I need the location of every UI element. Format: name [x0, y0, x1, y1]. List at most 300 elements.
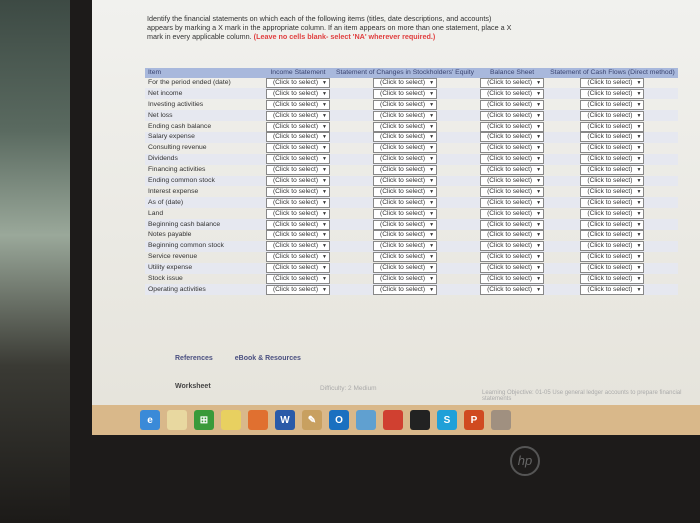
select-label: (Click to select): [380, 111, 426, 119]
chevron-down-icon: ▼: [322, 167, 327, 174]
statement-select[interactable]: [580, 285, 644, 295]
statement-select[interactable]: [480, 78, 544, 88]
select-cell: [477, 241, 547, 252]
select-label: (Click to select): [587, 89, 633, 97]
pencil-icon[interactable]: ✎: [302, 410, 322, 430]
chevron-down-icon: ▼: [429, 134, 435, 141]
select-label: (Click to select): [487, 187, 533, 195]
statement-select[interactable]: [480, 122, 544, 132]
statement-select[interactable]: [266, 187, 330, 197]
statement-select[interactable]: [480, 285, 544, 295]
chevron-down-icon: ▼: [322, 177, 327, 184]
misc-icon[interactable]: [491, 410, 511, 430]
select-label: (Click to select): [587, 133, 633, 141]
chevron-down-icon: ▼: [429, 286, 435, 293]
chevron-down-icon: ▼: [322, 199, 327, 206]
item-label: Net loss: [145, 110, 263, 121]
chevron-down-icon: ▼: [636, 275, 642, 282]
chevron-down-icon: ▼: [322, 286, 327, 293]
firefox-icon[interactable]: [248, 410, 268, 430]
item-label: Beginning common stock: [145, 241, 263, 252]
select-label: (Click to select): [487, 220, 533, 228]
item-label: Land: [148, 209, 164, 217]
select-label: (Click to select): [587, 111, 633, 119]
chevron-down-icon: ▼: [536, 243, 542, 250]
chevron-down-icon: ▼: [429, 123, 435, 130]
select-label: (Click to select): [272, 155, 319, 163]
statement-select[interactable]: [266, 209, 330, 219]
statement-select[interactable]: [480, 220, 544, 230]
select-label: (Click to select): [487, 144, 533, 152]
statement-select[interactable]: [480, 241, 544, 251]
table-row: [145, 143, 678, 154]
statement-select[interactable]: [373, 198, 437, 208]
item-label: Utility expense: [145, 263, 263, 274]
select-label: (Click to select): [380, 264, 426, 272]
statement-select[interactable]: [373, 165, 437, 175]
statement-select[interactable]: [480, 111, 544, 121]
statement-select[interactable]: [580, 100, 644, 110]
chrome-icon[interactable]: [383, 410, 403, 430]
statement-select[interactable]: [266, 89, 330, 99]
statement-select[interactable]: [480, 132, 544, 142]
select-cell: [263, 219, 333, 230]
statement-select[interactable]: [266, 285, 330, 295]
select-label: (Click to select): [487, 285, 533, 293]
select-label: (Click to select): [380, 187, 426, 195]
statement-select[interactable]: [373, 263, 437, 273]
statement-select[interactable]: [266, 165, 330, 175]
statement-select[interactable]: [266, 143, 330, 153]
select-cell: [333, 143, 477, 154]
select-label: (Click to select): [272, 264, 319, 272]
chevron-down-icon: ▼: [536, 265, 542, 272]
select-label: (Click to select): [487, 122, 533, 130]
statement-select[interactable]: [266, 230, 330, 240]
learning-objective: Learning Objective: 01-05 Use general ledger accounts to prepare financial statements: [482, 390, 682, 402]
select-cell: [477, 186, 547, 197]
select-cell: [263, 121, 333, 132]
select-label: (Click to select): [487, 155, 533, 163]
chevron-down-icon: ▼: [322, 275, 327, 282]
table-row: [145, 197, 678, 208]
statement-select[interactable]: [480, 198, 544, 208]
chevron-down-icon: ▼: [636, 101, 642, 108]
chevron-down-icon: ▼: [536, 134, 542, 141]
chevron-down-icon: ▼: [322, 90, 327, 97]
select-cell: [263, 165, 333, 176]
select-label: (Click to select): [272, 122, 319, 130]
select-label: (Click to select): [587, 198, 633, 206]
select-label: (Click to select): [272, 285, 319, 293]
select-cell: [547, 197, 678, 208]
statement-select[interactable]: [266, 220, 330, 230]
chevron-down-icon: ▼: [429, 177, 435, 184]
ebook-link[interactable]: eBook & Resources: [234, 355, 301, 362]
statement-select[interactable]: [266, 122, 330, 132]
chevron-down-icon: ▼: [322, 232, 327, 239]
select-cell: [477, 99, 547, 110]
select-cell: [547, 110, 678, 121]
statement-select[interactable]: [580, 209, 644, 219]
chevron-down-icon: ▼: [322, 254, 327, 261]
instructions-text: Identify the financial statements on which each of the following items (titles, date descriptions, and accounts) appears by marking a X mark in the appropriate column. If an item appears on more than one statement, place a X mark in every applicable column.: [147, 14, 512, 41]
chevron-down-icon: ▼: [536, 123, 542, 130]
statement-select[interactable]: [480, 252, 544, 262]
item-label: Stock issue: [148, 274, 183, 282]
table-row: [145, 208, 678, 219]
statement-select[interactable]: [266, 111, 330, 121]
chevron-down-icon: ▼: [429, 221, 435, 228]
select-cell: [477, 230, 547, 241]
statement-select[interactable]: [373, 100, 437, 110]
select-cell: [333, 274, 477, 285]
powerpoint-icon[interactable]: P: [464, 410, 484, 430]
word-icon[interactable]: W: [275, 410, 295, 430]
statement-select[interactable]: [480, 89, 544, 99]
item-label: For the period ended (date): [148, 78, 231, 86]
select-label: (Click to select): [487, 253, 533, 261]
statement-select[interactable]: [373, 220, 437, 230]
select-label: (Click to select): [587, 166, 633, 174]
select-label: (Click to select): [380, 209, 426, 217]
select-cell: [547, 208, 678, 219]
statement-select[interactable]: [480, 176, 544, 186]
select-label: (Click to select): [587, 264, 633, 272]
statement-select[interactable]: [373, 89, 437, 99]
select-cell: [333, 78, 477, 89]
statement-select[interactable]: [373, 187, 437, 197]
select-cell: [263, 132, 333, 143]
chevron-down-icon: ▼: [429, 112, 435, 119]
select-cell: [263, 274, 333, 285]
statement-select[interactable]: [266, 198, 330, 208]
select-cell: [547, 176, 678, 187]
statement-select[interactable]: [373, 111, 437, 121]
file-explorer-icon[interactable]: [167, 410, 187, 430]
chevron-down-icon: ▼: [322, 79, 327, 86]
statement-select[interactable]: [480, 100, 544, 110]
select-cell: [547, 186, 678, 197]
select-label: (Click to select): [587, 187, 633, 195]
chevron-down-icon: ▼: [429, 232, 435, 239]
column-header: Statement of Cash Flows (Direct method): [547, 68, 678, 78]
select-label: (Click to select): [487, 166, 533, 174]
statement-select[interactable]: [266, 154, 330, 164]
select-cell: [333, 99, 477, 110]
statement-select[interactable]: [480, 187, 544, 197]
select-cell: [477, 78, 547, 89]
statement-select[interactable]: [480, 209, 544, 219]
instructions-warning: (Leave no cells blank- select 'NA' wherever required.): [253, 32, 436, 41]
select-cell: [333, 208, 477, 219]
select-cell: [477, 176, 547, 187]
select-label: (Click to select): [487, 209, 533, 217]
select-cell: [547, 219, 678, 230]
select-cell: [547, 241, 678, 252]
select-label: (Click to select): [272, 187, 319, 195]
chevron-down-icon: ▼: [322, 134, 327, 141]
table-row: [145, 121, 678, 132]
chevron-down-icon: ▼: [536, 275, 542, 282]
select-label: (Click to select): [587, 176, 633, 184]
chevron-down-icon: ▼: [636, 134, 642, 141]
chevron-down-icon: ▼: [322, 265, 327, 272]
table-row: [145, 230, 678, 241]
chevron-down-icon: ▼: [322, 188, 327, 195]
taskbar: [92, 405, 700, 435]
statement-select[interactable]: [266, 274, 330, 284]
select-label: (Click to select): [272, 274, 319, 282]
chevron-down-icon: ▼: [429, 188, 435, 195]
table-row: [145, 154, 678, 165]
statement-select[interactable]: [373, 176, 437, 186]
table-row: [145, 263, 678, 274]
select-cell: [333, 252, 477, 263]
select-label: (Click to select): [380, 285, 426, 293]
select-label: (Click to select): [380, 100, 426, 108]
select-cell: [263, 241, 333, 252]
chevron-down-icon: ▼: [429, 90, 435, 97]
select-cell: [547, 143, 678, 154]
statement-select[interactable]: [580, 143, 644, 153]
select-cell: [263, 176, 333, 187]
worksheet-label[interactable]: Worksheet: [175, 383, 211, 390]
select-cell: [263, 110, 333, 121]
chevron-down-icon: ▼: [536, 232, 542, 239]
select-cell: [333, 110, 477, 121]
table-row: [145, 88, 678, 99]
chevron-down-icon: ▼: [636, 243, 642, 250]
statement-select[interactable]: [580, 274, 644, 284]
sticky-icon[interactable]: [221, 410, 241, 430]
statement-select[interactable]: [266, 252, 330, 262]
statement-select[interactable]: [580, 198, 644, 208]
remote-icon[interactable]: [356, 410, 376, 430]
item-label: Ending common stock: [145, 176, 263, 187]
select-label: (Click to select): [380, 274, 426, 282]
select-label: (Click to select): [587, 155, 633, 163]
select-cell: [477, 88, 547, 99]
select-label: (Click to select): [380, 253, 426, 261]
select-cell: [333, 165, 477, 176]
chevron-down-icon: ▼: [536, 156, 542, 163]
select-cell: [263, 230, 333, 241]
item-label: As of (date): [145, 197, 263, 208]
store-icon[interactable]: ⊞: [194, 410, 214, 430]
column-header: Statement of Changes in Stockholders' Equity: [333, 68, 477, 78]
difficulty: Difficulty: 2 Medium: [320, 385, 377, 392]
statement-select[interactable]: [373, 132, 437, 142]
statement-select[interactable]: [266, 132, 330, 142]
chevron-down-icon: ▼: [322, 221, 327, 228]
table-row: [145, 165, 678, 176]
chevron-down-icon: ▼: [429, 265, 435, 272]
select-cell: [333, 186, 477, 197]
select-label: (Click to select): [380, 122, 426, 130]
chevron-down-icon: ▼: [536, 79, 542, 86]
chevron-down-icon: ▼: [636, 167, 642, 174]
table-row: [145, 110, 678, 121]
select-cell: [477, 219, 547, 230]
chevron-down-icon: ▼: [536, 199, 542, 206]
statement-select[interactable]: [580, 122, 644, 132]
select-label: (Click to select): [272, 144, 319, 152]
select-cell: [477, 154, 547, 165]
statement-select[interactable]: [480, 263, 544, 273]
statement-select[interactable]: [373, 122, 437, 132]
outlook-icon[interactable]: O: [329, 410, 349, 430]
statement-select[interactable]: [580, 165, 644, 175]
statement-select[interactable]: [373, 78, 437, 88]
app-icon[interactable]: [410, 410, 430, 430]
table-row: [145, 176, 678, 187]
select-label: (Click to select): [380, 166, 426, 174]
chevron-down-icon: ▼: [429, 156, 435, 163]
chevron-down-icon: ▼: [322, 112, 327, 119]
statement-select[interactable]: [266, 241, 330, 251]
select-cell: [477, 143, 547, 154]
statement-select[interactable]: [266, 263, 330, 273]
select-label: (Click to select): [587, 209, 633, 217]
select-label: (Click to select): [380, 242, 426, 250]
statement-select[interactable]: [480, 154, 544, 164]
statement-select[interactable]: [580, 176, 644, 186]
chevron-down-icon: ▼: [429, 199, 435, 206]
chevron-down-icon: ▼: [536, 210, 542, 217]
select-cell: [263, 143, 333, 154]
select-cell: [547, 88, 678, 99]
instructions: [147, 14, 517, 41]
item-label: Service revenue: [148, 253, 198, 261]
chevron-down-icon: ▼: [636, 232, 642, 239]
select-cell: [547, 132, 678, 143]
chevron-down-icon: ▼: [636, 221, 642, 228]
statement-select[interactable]: [580, 132, 644, 142]
select-cell: [263, 88, 333, 99]
chevron-down-icon: ▼: [636, 177, 642, 184]
statement-select[interactable]: [580, 263, 644, 273]
chevron-down-icon: ▼: [536, 167, 542, 174]
statement-select[interactable]: [266, 176, 330, 186]
select-label: (Click to select): [380, 220, 426, 228]
select-label: (Click to select): [380, 176, 426, 184]
chevron-down-icon: ▼: [322, 101, 327, 108]
statement-select[interactable]: [580, 111, 644, 121]
statement-select[interactable]: [580, 241, 644, 251]
select-cell: [477, 121, 547, 132]
statement-select[interactable]: [480, 230, 544, 240]
chevron-down-icon: ▼: [536, 188, 542, 195]
select-label: (Click to select): [380, 155, 426, 163]
select-cell: [547, 121, 678, 132]
statement-select[interactable]: [373, 252, 437, 262]
chevron-down-icon: ▼: [429, 210, 435, 217]
select-label: (Click to select): [487, 264, 533, 272]
select-label: (Click to select): [487, 78, 533, 86]
select-cell: [263, 186, 333, 197]
table-row: [145, 219, 678, 230]
column-header: Item: [145, 68, 263, 78]
item-label: Salary expense: [145, 132, 263, 143]
statement-select[interactable]: [580, 89, 644, 99]
statement-select[interactable]: [580, 252, 644, 262]
chevron-down-icon: ▼: [536, 90, 542, 97]
statement-select[interactable]: [480, 165, 544, 175]
statement-select[interactable]: [580, 154, 644, 164]
select-cell: [333, 197, 477, 208]
select-cell: [333, 132, 477, 143]
select-label: (Click to select): [380, 78, 426, 86]
select-cell: [547, 99, 678, 110]
select-label: (Click to select): [272, 111, 319, 119]
statement-select[interactable]: [480, 274, 544, 284]
table-row: [145, 274, 678, 285]
skype-icon[interactable]: S: [437, 410, 457, 430]
statement-select[interactable]: [266, 100, 330, 110]
statement-select[interactable]: [373, 230, 437, 240]
statement-select[interactable]: [580, 230, 644, 240]
chevron-down-icon: ▼: [429, 167, 435, 174]
statements-table: [145, 68, 678, 295]
chevron-down-icon: ▼: [636, 199, 642, 206]
statement-select[interactable]: [373, 154, 437, 164]
select-label: (Click to select): [487, 176, 533, 184]
select-cell: [477, 274, 547, 285]
hp-logo: hp: [510, 446, 540, 476]
select-label: (Click to select): [380, 198, 426, 206]
statement-select[interactable]: [373, 209, 437, 219]
table-row: [145, 132, 678, 143]
select-cell: [477, 252, 547, 263]
select-label: (Click to select): [380, 144, 426, 152]
select-label: (Click to select): [380, 133, 426, 141]
chevron-down-icon: ▼: [536, 254, 542, 261]
select-cell: [477, 284, 547, 295]
statement-select[interactable]: [580, 220, 644, 230]
statement-select[interactable]: [480, 143, 544, 153]
select-cell: [333, 154, 477, 165]
statement-select[interactable]: [580, 187, 644, 197]
select-label: (Click to select): [487, 231, 533, 239]
item-label: Interest expense: [148, 187, 199, 195]
select-label: (Click to select): [272, 176, 319, 184]
select-cell: [263, 208, 333, 219]
select-cell: [477, 208, 547, 219]
statement-select[interactable]: [373, 143, 437, 153]
statement-select[interactable]: [373, 274, 437, 284]
chevron-down-icon: ▼: [429, 243, 435, 250]
statement-select[interactable]: [373, 241, 437, 251]
chevron-down-icon: ▼: [636, 156, 642, 163]
statement-select[interactable]: [373, 285, 437, 295]
chevron-down-icon: ▼: [322, 145, 327, 152]
internet-explorer-icon[interactable]: e: [140, 410, 160, 430]
links: [175, 355, 323, 362]
statement-select[interactable]: [266, 78, 330, 88]
select-label: (Click to select): [380, 89, 426, 97]
select-label: (Click to select): [587, 285, 633, 293]
chevron-down-icon: ▼: [429, 254, 435, 261]
select-label: (Click to select): [487, 198, 533, 206]
select-label: (Click to select): [272, 78, 319, 86]
select-label: (Click to select): [380, 231, 426, 239]
references-link[interactable]: References: [175, 355, 213, 362]
select-cell: [263, 284, 333, 295]
statement-select[interactable]: [580, 78, 644, 88]
select-label: (Click to select): [272, 231, 319, 239]
select-label: (Click to select): [272, 89, 319, 97]
